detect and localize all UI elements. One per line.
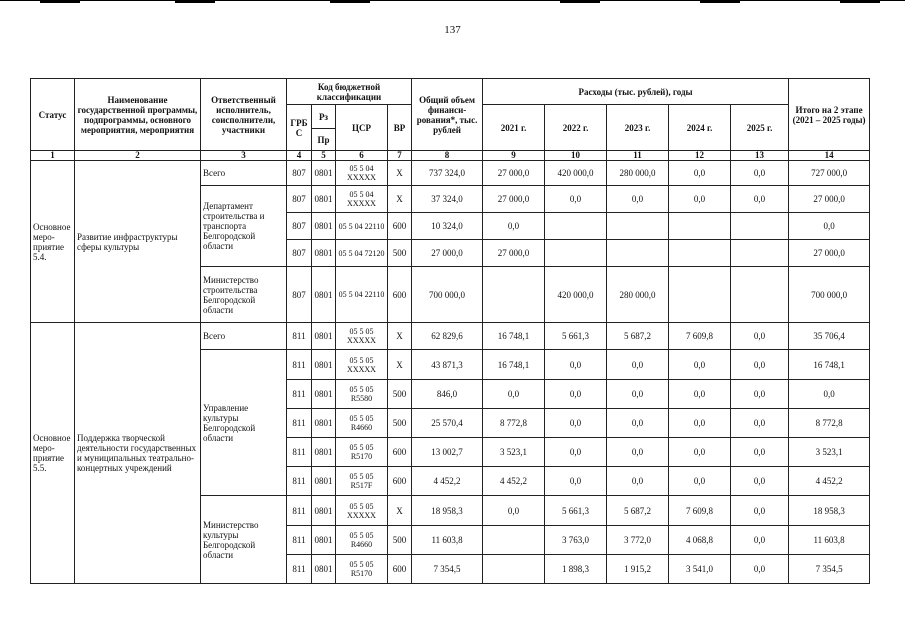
2021-cell: 8 772,8: [483, 409, 545, 438]
csr-cell: 05 5 04 XXXXX: [336, 186, 388, 213]
column-number-row: [31, 151, 870, 161]
total-cell: 62 829,6: [412, 323, 483, 350]
2023-cell: 280 000,0: [607, 161, 669, 186]
total-cell: 11 603,8: [412, 526, 483, 555]
total-cell: 4 452,2: [412, 467, 483, 496]
2024-cell: [669, 213, 731, 240]
vr-cell: 600: [388, 267, 412, 323]
vr-cell: 500: [388, 380, 412, 409]
column-number: 8: [412, 151, 483, 161]
2025-cell: [731, 240, 789, 267]
table-row: [31, 323, 870, 350]
2023-cell: 1 915,2: [607, 555, 669, 584]
budget-table-wrapper: [30, 78, 869, 584]
rzpr-cell: 0801: [312, 526, 336, 555]
page-number: 137: [444, 24, 461, 36]
column-number: 11: [607, 151, 669, 161]
grbs-cell: 807: [287, 161, 312, 186]
vr-cell: 600: [388, 555, 412, 584]
2023-cell: [607, 213, 669, 240]
sum-cell: 16 748,1: [789, 350, 870, 380]
2023-cell: 0,0: [607, 467, 669, 496]
rzpr-cell: 0801: [312, 496, 336, 526]
2024-cell: [669, 240, 731, 267]
sum-cell: 27 000,0: [789, 240, 870, 267]
2021-cell: [483, 526, 545, 555]
2021-cell: 16 748,1: [483, 323, 545, 350]
header-2022: 2022 г.: [545, 105, 607, 151]
grbs-cell: 811: [287, 496, 312, 526]
header-2025: 2025 г.: [731, 105, 789, 151]
2021-cell: 27 000,0: [483, 186, 545, 213]
2022-cell: 0,0: [545, 438, 607, 467]
sum-cell: 0,0: [789, 380, 870, 409]
2024-cell: 7 609,8: [669, 323, 731, 350]
2021-cell: 27 000,0: [483, 240, 545, 267]
2024-cell: 0,0: [669, 409, 731, 438]
header-2023: 2023 г.: [607, 105, 669, 151]
vr-cell: 600: [388, 467, 412, 496]
total-cell: 10 324,0: [412, 213, 483, 240]
2023-cell: 0,0: [607, 409, 669, 438]
grbs-cell: 811: [287, 350, 312, 380]
2023-cell: 5 687,2: [607, 323, 669, 350]
2025-cell: 0,0: [731, 438, 789, 467]
rzpr-cell: 0801: [312, 161, 336, 186]
responsible-cell: Министерство строительства Белгородской области: [201, 267, 287, 323]
column-number: 6: [336, 151, 388, 161]
2025-cell: 0,0: [731, 496, 789, 526]
2022-cell: 420 000,0: [545, 267, 607, 323]
2024-cell: 0,0: [669, 186, 731, 213]
responsible-cell: Всего: [201, 323, 287, 350]
2023-cell: 0,0: [607, 350, 669, 380]
csr-cell: 05 5 04 XXXXX: [336, 161, 388, 186]
csr-cell: 05 5 05 XXXXX: [336, 350, 388, 380]
2025-cell: 0,0: [731, 380, 789, 409]
rzpr-cell: 0801: [312, 350, 336, 380]
2025-cell: 0,0: [731, 467, 789, 496]
2021-cell: 3 523,1: [483, 438, 545, 467]
2024-cell: 3 541,0: [669, 555, 731, 584]
2024-cell: 0,0: [669, 467, 731, 496]
rzpr-cell: 0801: [312, 380, 336, 409]
column-number: 7: [388, 151, 412, 161]
2021-cell: 16 748,1: [483, 350, 545, 380]
scan-mark: [330, 0, 370, 3]
2024-cell: 0,0: [669, 380, 731, 409]
budget-table: [30, 78, 870, 584]
csr-cell: 05 5 05 XXXXX: [336, 323, 388, 350]
sum-cell: 0,0: [789, 213, 870, 240]
column-number: 13: [731, 151, 789, 161]
rzpr-cell: 0801: [312, 186, 336, 213]
header-vr: ВР: [388, 105, 412, 151]
vr-cell: X: [388, 350, 412, 380]
total-cell: 18 958,3: [412, 496, 483, 526]
2021-cell: 0,0: [483, 496, 545, 526]
vr-cell: 500: [388, 409, 412, 438]
2024-cell: 4 068,8: [669, 526, 731, 555]
csr-cell: 05 5 05 R517F: [336, 467, 388, 496]
sum-cell: 27 000,0: [789, 186, 870, 213]
sum-cell: 7 354,5: [789, 555, 870, 584]
vr-cell: X: [388, 496, 412, 526]
sum-cell: 11 603,8: [789, 526, 870, 555]
column-number: 14: [789, 151, 870, 161]
sum-cell: 4 452,2: [789, 467, 870, 496]
2022-cell: [545, 240, 607, 267]
2025-cell: 0,0: [731, 161, 789, 186]
2022-cell: 0,0: [545, 350, 607, 380]
scan-mark: [40, 0, 80, 3]
2024-cell: 0,0: [669, 350, 731, 380]
2021-cell: 4 452,2: [483, 467, 545, 496]
csr-cell: 05 5 04 22110: [336, 213, 388, 240]
2023-cell: 0,0: [607, 380, 669, 409]
2023-cell: 280 000,0: [607, 267, 669, 323]
rzpr-cell: 0801: [312, 240, 336, 267]
table-row: [31, 161, 870, 186]
sum-cell: 3 523,1: [789, 438, 870, 467]
header-budget-code: Код бюджетной классификации: [287, 79, 412, 105]
scan-mark: [560, 0, 600, 3]
2022-cell: 0,0: [545, 186, 607, 213]
2025-cell: [731, 267, 789, 323]
csr-cell: 05 5 04 22110: [336, 267, 388, 323]
grbs-cell: 811: [287, 438, 312, 467]
2022-cell: 3 763,0: [545, 526, 607, 555]
sum-cell: 727 000,0: [789, 161, 870, 186]
grbs-cell: 811: [287, 467, 312, 496]
scan-mark: [700, 0, 740, 3]
header-expenses: Расходы (тыс. рублей), годы: [483, 79, 789, 105]
column-number: 3: [201, 151, 287, 161]
2022-cell: 5 661,3: [545, 496, 607, 526]
2025-cell: 0,0: [731, 409, 789, 438]
2021-cell: [483, 267, 545, 323]
2024-cell: 0,0: [669, 438, 731, 467]
2022-cell: 5 661,3: [545, 323, 607, 350]
activity-name-cell: Поддержка творческой деятельности государственных и муниципальных театрально-концертных учреждений: [75, 323, 201, 584]
activity-name-cell: Развитие инфраструктуры сферы культуры: [75, 161, 201, 323]
2023-cell: 5 687,2: [607, 496, 669, 526]
header-responsible: Ответственный исполнитель, соисполнители, участники: [201, 79, 287, 151]
grbs-cell: 811: [287, 409, 312, 438]
total-cell: 43 871,3: [412, 350, 483, 380]
2021-cell: 0,0: [483, 213, 545, 240]
top-border: [0, 0, 905, 7]
grbs-cell: 811: [287, 526, 312, 555]
column-number: 4: [287, 151, 312, 161]
grbs-cell: 811: [287, 380, 312, 409]
rzpr-cell: 0801: [312, 555, 336, 584]
status-cell: Основное меро-приятие 5.4.: [31, 161, 75, 323]
grbs-cell: 811: [287, 555, 312, 584]
total-cell: 27 000,0: [412, 240, 483, 267]
2022-cell: 0,0: [545, 467, 607, 496]
total-cell: 737 324,0: [412, 161, 483, 186]
csr-cell: 05 5 04 72120: [336, 240, 388, 267]
2023-cell: 0,0: [607, 438, 669, 467]
rzpr-cell: 0801: [312, 213, 336, 240]
header-2024: 2024 г.: [669, 105, 731, 151]
2023-cell: 0,0: [607, 186, 669, 213]
responsible-cell: Всего: [201, 161, 287, 186]
2025-cell: [731, 213, 789, 240]
rzpr-cell: 0801: [312, 267, 336, 323]
column-number: 5: [312, 151, 336, 161]
header-name: Наименование государственной программы, подпрограммы, основного мероприятия, мероприятия: [75, 79, 201, 151]
sum-cell: 35 706,4: [789, 323, 870, 350]
2022-cell: [545, 213, 607, 240]
header-status: Статус: [31, 79, 75, 151]
2022-cell: 1 898,3: [545, 555, 607, 584]
2023-cell: [607, 240, 669, 267]
2021-cell: [483, 555, 545, 584]
2022-cell: 420 000,0: [545, 161, 607, 186]
vr-cell: X: [388, 186, 412, 213]
column-number: 10: [545, 151, 607, 161]
csr-cell: 05 5 05 R4660: [336, 409, 388, 438]
vr-cell: 500: [388, 526, 412, 555]
header-csr: ЦСР: [336, 105, 388, 151]
vr-cell: 600: [388, 438, 412, 467]
header-total-stage: Итого на 2 этапе (2021 – 2025 годы): [789, 79, 870, 151]
2025-cell: 0,0: [731, 350, 789, 380]
total-cell: 7 354,5: [412, 555, 483, 584]
2024-cell: [669, 267, 731, 323]
2025-cell: 0,0: [731, 186, 789, 213]
2025-cell: 0,0: [731, 555, 789, 584]
2022-cell: 0,0: [545, 380, 607, 409]
sum-cell: 8 772,8: [789, 409, 870, 438]
total-cell: 37 324,0: [412, 186, 483, 213]
responsible-cell: Департамент строительства и транспорта Белгородской области: [201, 186, 287, 267]
header-pr: Пр: [312, 129, 336, 151]
total-cell: 846,0: [412, 380, 483, 409]
2025-cell: 0,0: [731, 323, 789, 350]
csr-cell: 05 5 05 R4660: [336, 526, 388, 555]
total-cell: 700 000,0: [412, 267, 483, 323]
rzpr-cell: 0801: [312, 438, 336, 467]
responsible-cell: Управление культуры Белгородской области: [201, 350, 287, 496]
csr-cell: 05 5 05 R5580: [336, 380, 388, 409]
column-number: 1: [31, 151, 75, 161]
csr-cell: 05 5 05 XXXXX: [336, 496, 388, 526]
total-cell: 25 570,4: [412, 409, 483, 438]
2022-cell: 0,0: [545, 409, 607, 438]
vr-cell: X: [388, 161, 412, 186]
grbs-cell: 807: [287, 240, 312, 267]
header-total-financing: Общий объем финанси-рования*, тыс. рублей: [412, 79, 483, 151]
2023-cell: 3 772,0: [607, 526, 669, 555]
header-grbs: ГРБ С: [287, 105, 312, 151]
rzpr-cell: 0801: [312, 409, 336, 438]
2024-cell: 7 609,8: [669, 496, 731, 526]
column-number: 2: [75, 151, 201, 161]
2021-cell: 27 000,0: [483, 161, 545, 186]
vr-cell: 600: [388, 213, 412, 240]
rzpr-cell: 0801: [312, 467, 336, 496]
2024-cell: 0,0: [669, 161, 731, 186]
csr-cell: 05 5 05 R5170: [336, 555, 388, 584]
sum-cell: 700 000,0: [789, 267, 870, 323]
vr-cell: X: [388, 323, 412, 350]
vr-cell: 500: [388, 240, 412, 267]
column-number: 9: [483, 151, 545, 161]
responsible-cell: Министерство культуры Белгородской области: [201, 496, 287, 584]
grbs-cell: 811: [287, 323, 312, 350]
header-2021: 2021 г.: [483, 105, 545, 151]
status-cell: Основное меро-приятие 5.5.: [31, 323, 75, 584]
2025-cell: 0,0: [731, 526, 789, 555]
scan-mark: [840, 0, 880, 3]
csr-cell: 05 5 05 R5170: [336, 438, 388, 467]
scan-mark: [175, 0, 215, 3]
column-number: 12: [669, 151, 731, 161]
2021-cell: 0,0: [483, 380, 545, 409]
grbs-cell: 807: [287, 267, 312, 323]
grbs-cell: 807: [287, 213, 312, 240]
sum-cell: 18 958,3: [789, 496, 870, 526]
total-cell: 13 002,7: [412, 438, 483, 467]
header-rz: Рз: [312, 105, 336, 129]
grbs-cell: 807: [287, 186, 312, 213]
rzpr-cell: 0801: [312, 323, 336, 350]
